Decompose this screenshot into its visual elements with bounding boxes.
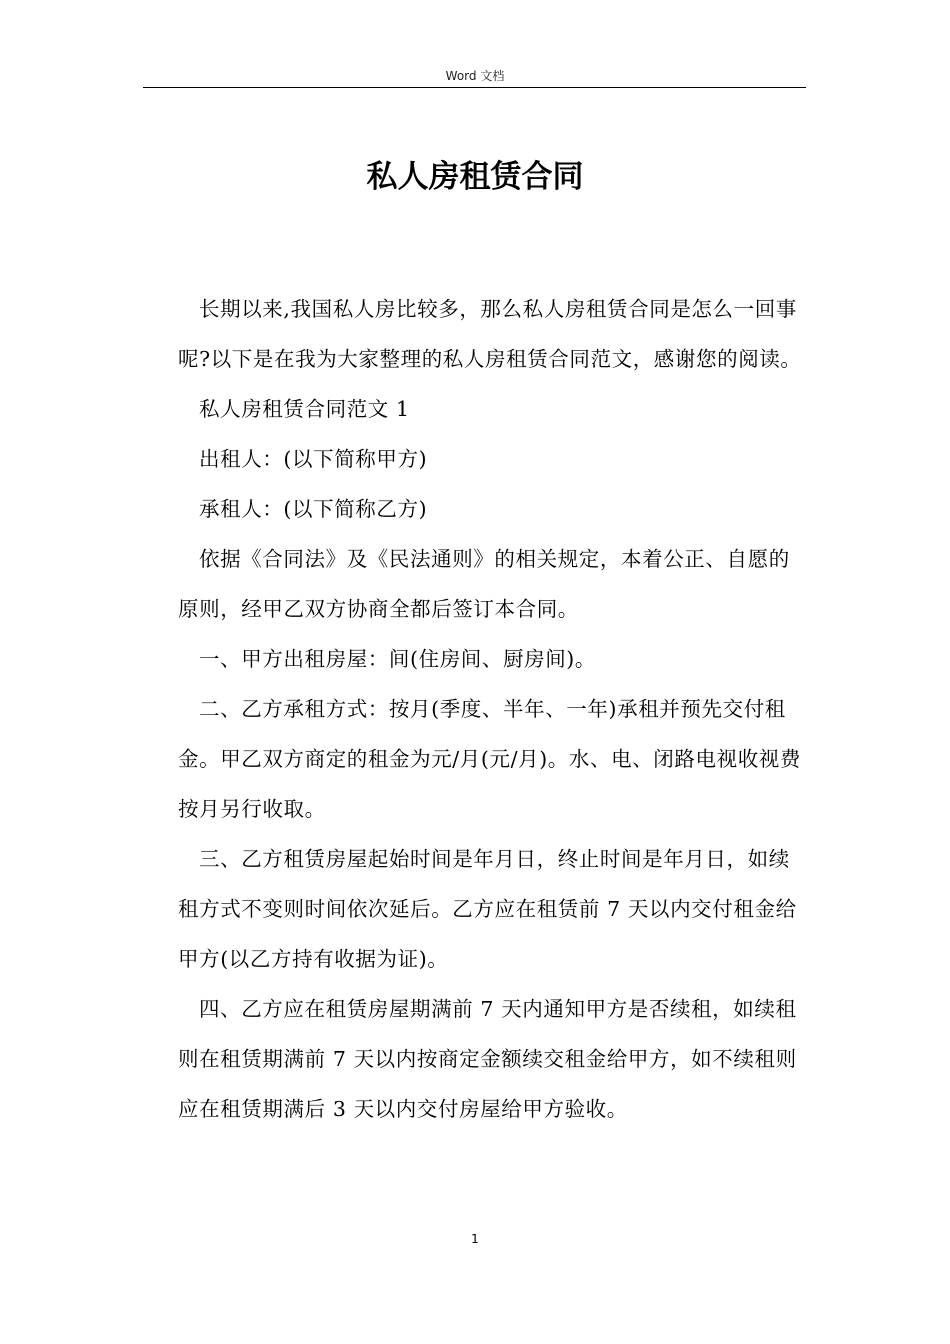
paragraph-clause-2: 二、乙方承租方式：按月(季度、半年、一年)承租并预先交付租金。甲乙双方商定的租金为元/月(元/月)。水、电、闭路电视收视费按月另行收取。 — [178, 697, 802, 821]
document-title: 私人房租赁合同 — [366, 159, 584, 195]
page-header: Word 文档 — [445, 69, 505, 83]
document-body — [178, 284, 810, 1134]
paragraph-lessee: 承租人：(以下简称乙方) — [199, 497, 428, 521]
paragraph-clause-1: 一、甲方出租房屋：间(住房间、厨房间)。 — [199, 647, 596, 671]
paragraph-intro: 长期以来,我国私人房比较多，那么私人房租赁合同是怎么一回事呢?以下是在我为大家整理的私人房租赁合同范文，感谢您的阅读。 — [178, 297, 802, 371]
paragraph-basis: 依据《合同法》及《民法通则》的相关规定，本着公正、自愿的原则，经甲乙双方协商全都后签订本合同。 — [178, 547, 790, 621]
paragraph-sample-heading: 私人房租赁合同范文 1 — [199, 397, 410, 421]
paragraph-clause-4: 四、乙方应在租赁房屋期满前 7 天内通知甲方是否续租，如续租则在租赁期满前 7 天以内按商定金额续交租金给甲方，如不续租则应在租赁期满后 3 天以内交付房屋给甲方验收。 — [178, 997, 797, 1121]
paragraph-lessor: 出租人：(以下简称甲方) — [199, 447, 428, 471]
page-number: 1 — [471, 1232, 479, 1246]
header-divider — [143, 87, 806, 88]
paragraph-clause-3: 三、乙方租赁房屋起始时间是年月日，终止时间是年月日，如续租方式不变则时间依次延后。乙方应在租赁前 7 天以内交付租金给甲方(以乙方持有收据为证)。 — [178, 847, 797, 971]
